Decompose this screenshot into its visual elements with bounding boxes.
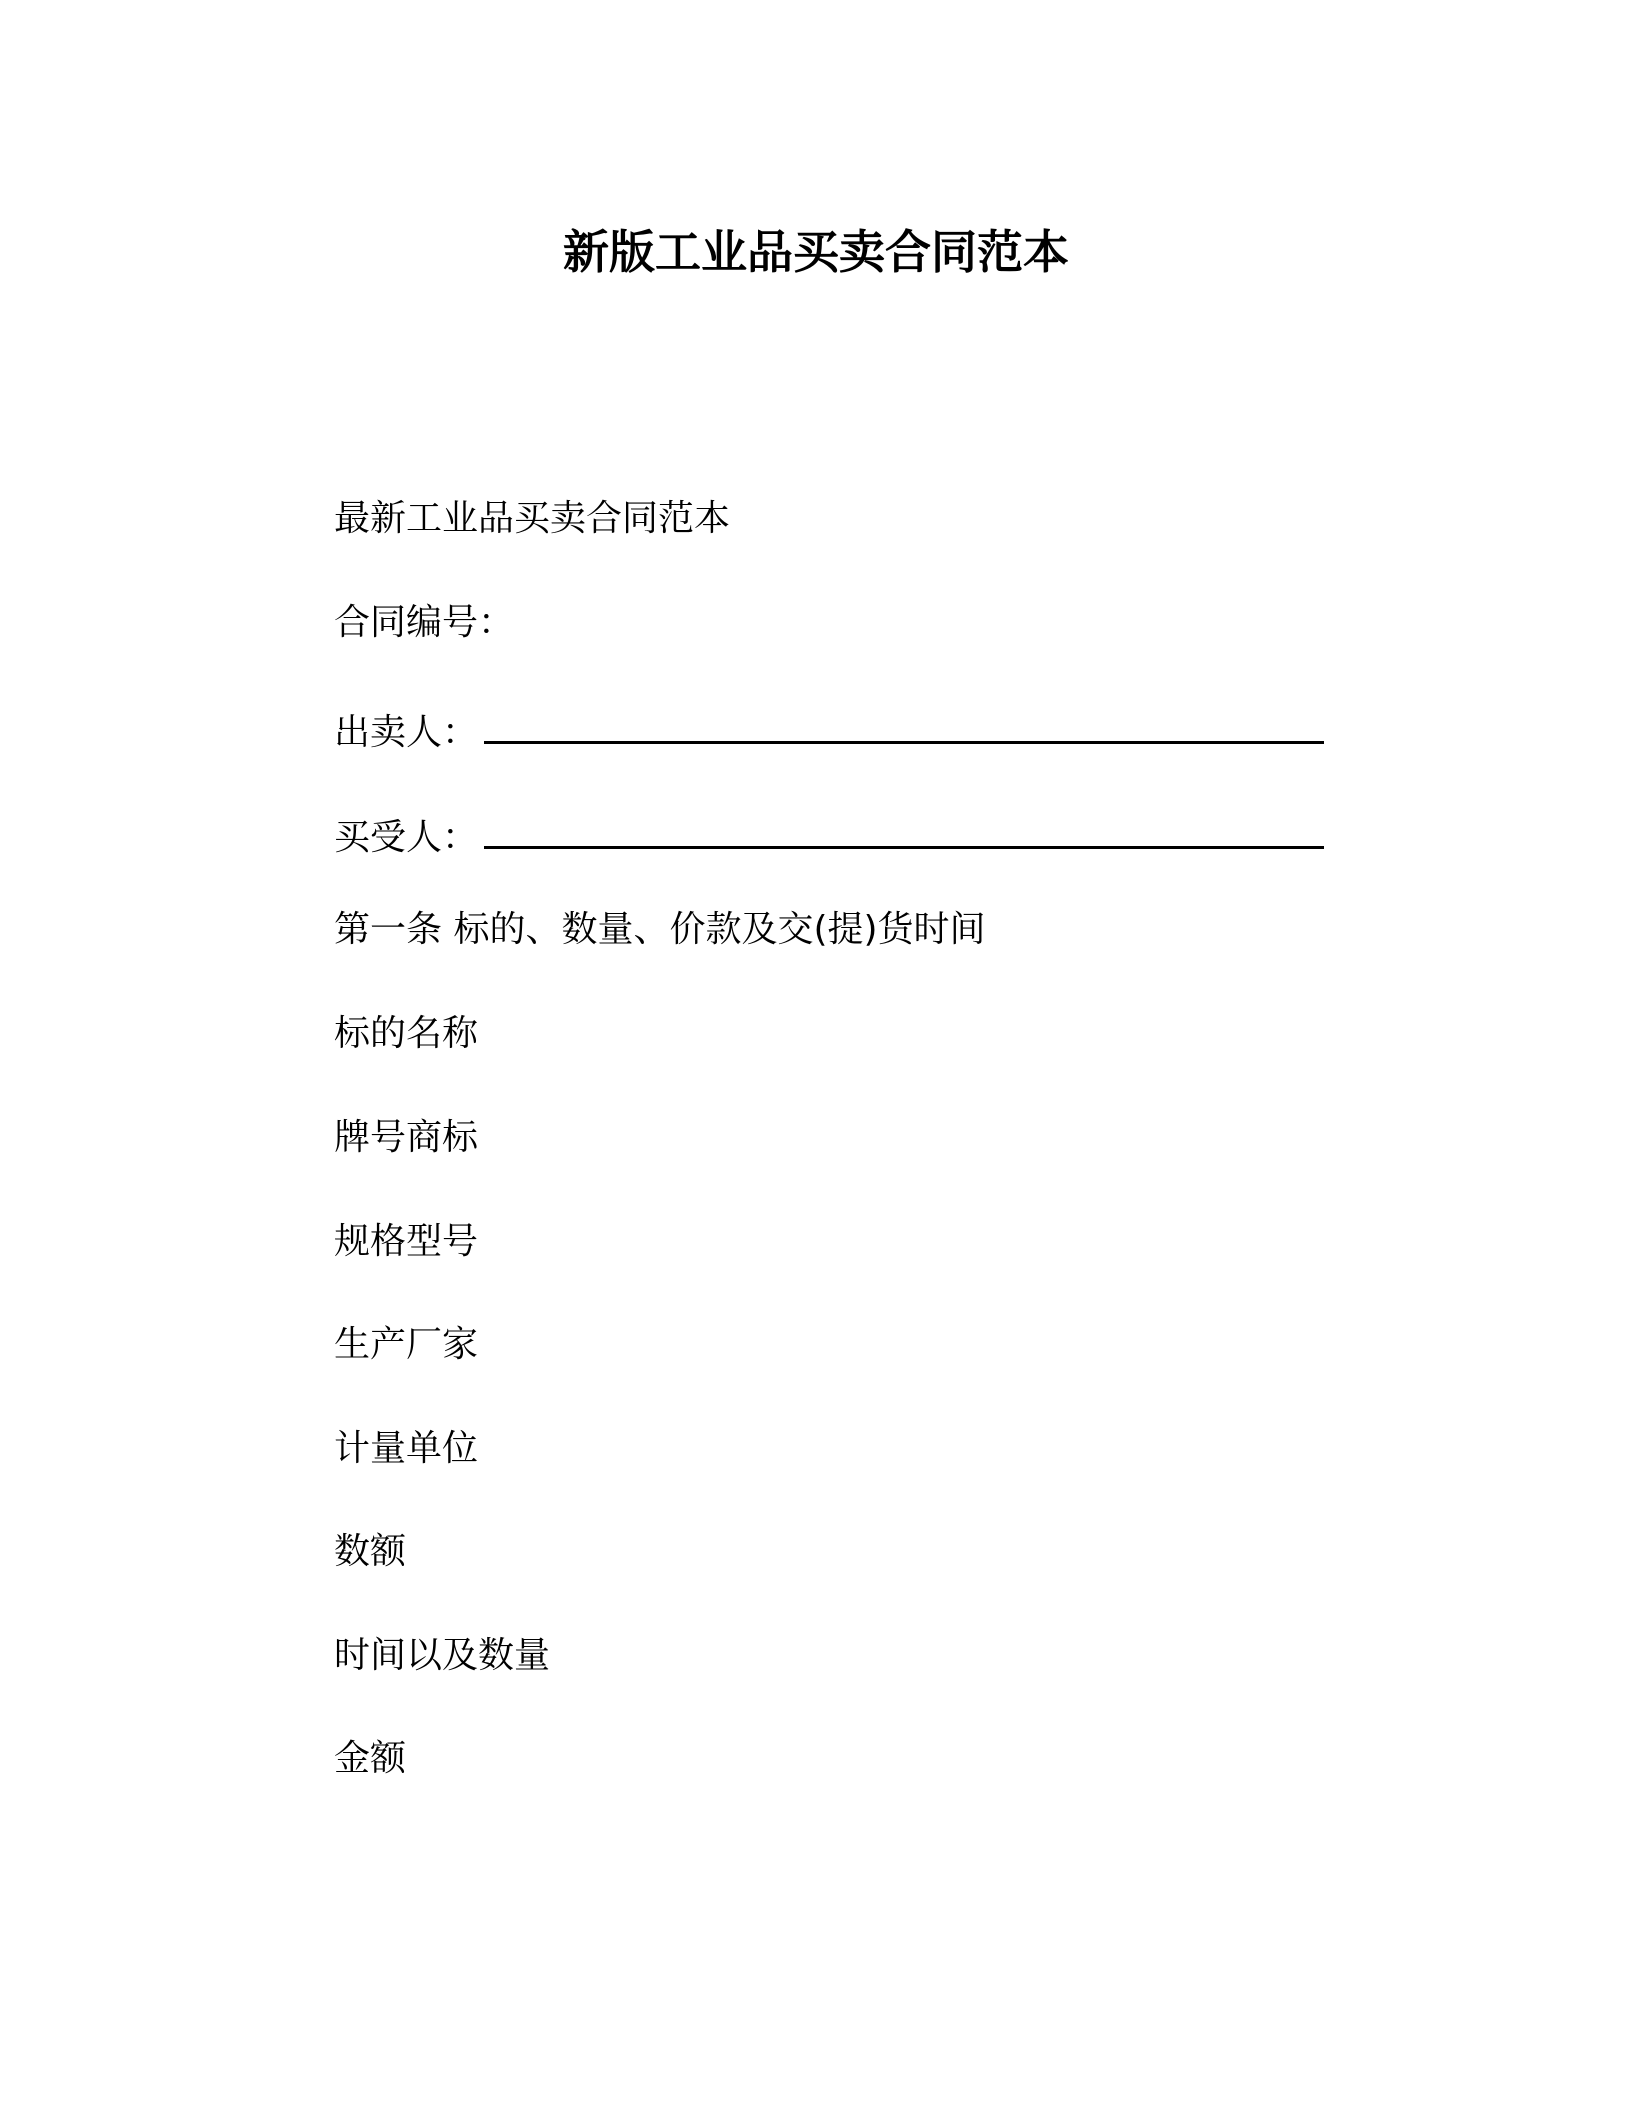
seller-label: 出卖人： bbox=[334, 712, 479, 753]
field-manufacturer: 生产厂家 bbox=[334, 1324, 479, 1365]
field-amount: 金额 bbox=[334, 1738, 407, 1779]
buyer-blank-line bbox=[484, 810, 1324, 849]
buyer-row bbox=[334, 810, 1324, 862]
field-subject-name: 标的名称 bbox=[334, 1013, 479, 1054]
contract-number-label: 合同编号： bbox=[334, 602, 515, 643]
field-time-quantity: 时间以及数量 bbox=[334, 1635, 551, 1676]
field-spec-model: 规格型号 bbox=[334, 1221, 479, 1262]
field-unit: 计量单位 bbox=[334, 1428, 479, 1469]
field-brand-trademark: 牌号商标 bbox=[334, 1117, 479, 1158]
document-title: 新版工业品买卖合同范本 bbox=[563, 225, 1069, 279]
field-quantity: 数额 bbox=[334, 1531, 407, 1572]
article-1-heading: 第一条 标的、数量、价款及交(提)货时间 bbox=[334, 909, 986, 950]
document-subtitle: 最新工业品买卖合同范本 bbox=[334, 498, 731, 539]
seller-row bbox=[334, 705, 1324, 757]
seller-blank-line bbox=[484, 705, 1324, 744]
buyer-label: 买受人： bbox=[334, 817, 479, 858]
